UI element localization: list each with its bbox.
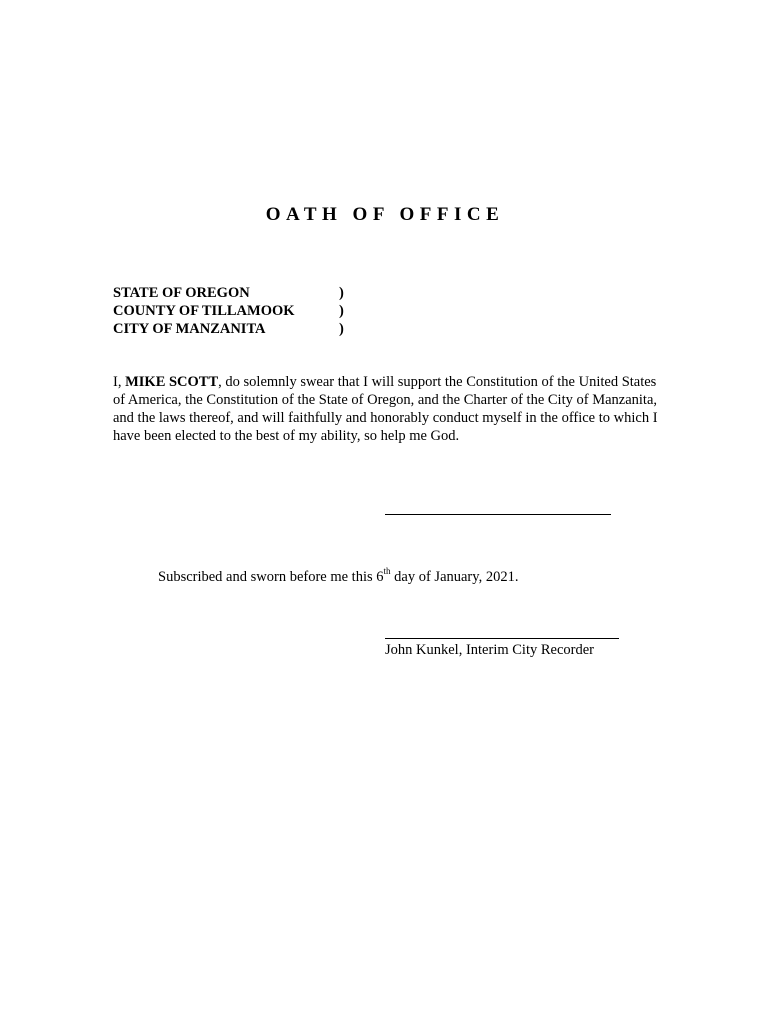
oath-text: , do solemnly swear that I will support the Constitution of the United States of America, the Constitution of the State of Oregon, and the Charter of the City of Manzanita, and the laws thereof, and will faithfully and honorably conduct myself in the office to which I have been elected to the best of my ability, so help me God.: [113, 374, 658, 444]
caption-paren: ): [339, 285, 344, 301]
caption-state-label: STATE OF OREGON: [113, 285, 250, 301]
subscribed-ordinal: th: [383, 566, 391, 577]
caption-row-county: [113, 302, 373, 320]
oath-taker-signature-line: [385, 514, 611, 515]
oath-name: MIKE SCOTT: [125, 374, 219, 390]
caption-paren: ): [339, 303, 344, 319]
caption-row-state: [113, 284, 373, 302]
oath-paragraph: [113, 373, 658, 445]
caption-row-city: [113, 320, 373, 338]
oath-prefix: I,: [113, 374, 126, 390]
recorder-name: John Kunkel, Interim City Recorder: [385, 642, 594, 658]
caption-county-label: COUNTY OF TILLAMOOK: [113, 303, 295, 319]
caption-city-label: CITY OF MANZANITA: [113, 321, 266, 337]
subscribed-statement: [158, 568, 518, 586]
subscribed-before: Subscribed and sworn before me this 6: [158, 569, 384, 585]
subscribed-after: day of January, 2021.: [390, 569, 519, 585]
caption-paren: ): [339, 321, 344, 337]
document-title: OATH OF OFFICE: [265, 204, 505, 225]
recorder-signature-line: [385, 638, 619, 639]
venue-caption: [113, 284, 373, 338]
